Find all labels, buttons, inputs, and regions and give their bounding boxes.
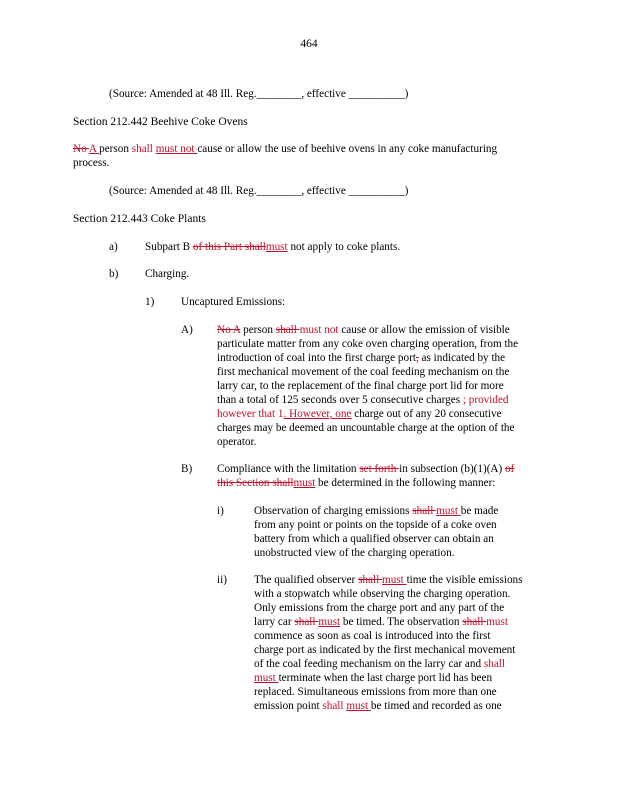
subparagraph-text: however that 1. However, one charge out of any 20 consecutive <box>217 408 502 420</box>
subparagraph-text: particulate matter from any coke oven charging operation, from the <box>217 338 519 350</box>
subsection-text: Charging. <box>145 268 190 280</box>
item-text: Only emissions from the charge port and any part of the <box>254 602 505 614</box>
paragraph-label: 1) <box>145 296 155 308</box>
section-heading: Section 212.443 Coke Plants <box>73 213 206 225</box>
item-text: unobstructed view of the charging operation. <box>254 547 455 559</box>
item-text: charge port as indicated by the first mechanical movement <box>254 644 516 656</box>
subparagraph-label: B) <box>181 463 193 475</box>
subparagraph-text: than a total of 125 seconds over 5 consecutive charges ; provided <box>217 394 509 406</box>
item-text: with a stopwatch while observing the charging operation. <box>254 588 511 600</box>
item-text: must terminate when the last charge port lid has been <box>254 672 493 684</box>
subparagraph-text: this Section shallmust be determined in the following manner: <box>217 477 496 489</box>
source-note: (Source: Amended at 48 Ill. Reg.________, effective __________) <box>109 185 409 197</box>
item-text: replaced. Simultaneous emissions from more than one <box>254 686 497 698</box>
item-label: i) <box>217 505 224 517</box>
item-label: ii) <box>217 574 227 586</box>
item-text: Observation of charging emissions shall must be made <box>254 505 499 517</box>
subparagraph-text: No A person shall must not cause or allow the emission of visible <box>217 324 510 336</box>
subparagraph-text: charges may be deemed an uncountable charge at the option of the <box>217 422 515 434</box>
subparagraph-text: operator. <box>217 436 257 448</box>
item-text: from any point or points on the topside of a coke oven <box>254 519 497 531</box>
subsection-label: b) <box>109 268 119 280</box>
source-note: (Source: Amended at 48 Ill. Reg.________, effective __________) <box>109 88 409 100</box>
subparagraph-text: larry car, to the replacement of the final charge port lid for more <box>217 380 504 392</box>
item-text: battery from which a qualified observer can obtain an <box>254 533 494 545</box>
section-heading: Section 212.442 Beehive Coke Ovens <box>73 116 248 128</box>
item-text: larry car shall must be timed. The observation shall must <box>254 616 508 628</box>
subsection-label: a) <box>109 241 118 253</box>
paragraph-text: Uncaptured Emissions: <box>181 296 286 308</box>
body-text: process. <box>73 157 110 169</box>
subparagraph-text: introduction of coal into the first charge port, as indicated by the <box>217 352 506 364</box>
item-text: commence as soon as coal is introduced into the first <box>254 630 491 642</box>
item-text: The qualified observer shall must time the visible emissions <box>254 574 523 586</box>
subparagraph-text: Compliance with the limitation set forth in subsection (b)(1)(A) of <box>217 463 515 475</box>
subsection-text: Subpart B of this Part shallmust not apply to coke plants. <box>145 241 401 253</box>
item-text: of the coal feeding mechanism on the larry car and shall <box>254 658 506 670</box>
subparagraph-label: A) <box>181 324 193 336</box>
subparagraph-text: first mechanical movement of the coal feeding mechanism on the <box>217 366 510 378</box>
page-number: 464 <box>300 38 318 50</box>
item-text: emission point shall must be timed and recorded as one <box>254 700 502 712</box>
body-text: No A person shall must not cause or allow the use of beehive ovens in any coke manufacturing <box>73 143 498 155</box>
